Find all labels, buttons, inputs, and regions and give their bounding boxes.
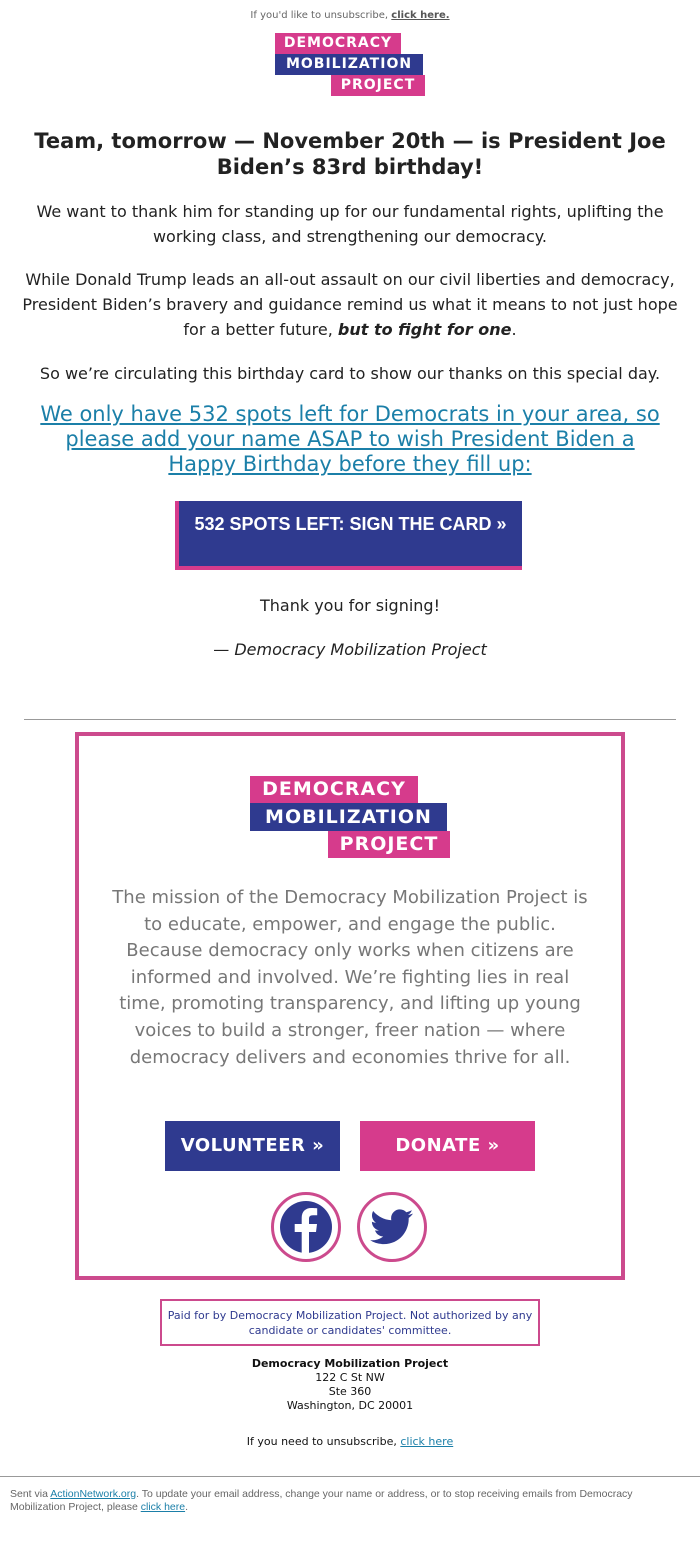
footer-end: . xyxy=(185,1501,189,1513)
paragraph-thanks: We want to thank him for standing up for our fundamental rights, uplifting the working class, and strengthening our democracy. xyxy=(36,202,664,246)
top-unsubscribe-text: If you'd like to unsubscribe, xyxy=(250,10,392,21)
logo-line-democracy: DEMOCRACY xyxy=(250,776,418,803)
headline: Team, tomorrow — November 20th — is President Joe Biden’s 83rd birthday! xyxy=(34,129,666,179)
logo-line-project: PROJECT xyxy=(331,75,425,96)
mission-statement: The mission of the Democracy Mobilization Project is to educate, empower, and engage the public. Because democracy only works when citizens are informed and involved. We’re fighting lies in real time, promoting transparency, and lifting up young voices to build a stronger, freer nation — where democracy delivers and economies thrive for all. xyxy=(112,887,588,1068)
mission-logo xyxy=(250,776,450,858)
paragraph-birthday-card: So we’re circulating this birthday card to show our thanks on this special day. xyxy=(39,364,661,383)
bottom-unsubscribe-text: If you need to unsubscribe, xyxy=(246,1435,401,1448)
logo-line-democracy: DEMOCRACY xyxy=(275,33,401,54)
bottom-unsubscribe-link[interactable]: click here xyxy=(400,1435,454,1448)
address-line: Ste 360 xyxy=(328,1385,372,1398)
paragraph-bravery xyxy=(15,267,685,342)
paid-for-disclaimer: Paid for by Democracy Mobilization Project. Not authorized by any candidate or candidates' committee. xyxy=(160,1299,540,1346)
actionnetwork-link[interactable]: ActionNetwork.org xyxy=(50,1488,137,1500)
thank-you-text: Thank you for signing! xyxy=(259,596,440,615)
footer-sent-via: Sent via xyxy=(10,1488,51,1500)
top-unsubscribe-link[interactable]: click here. xyxy=(391,10,450,21)
address-org: Democracy Mobilization Project xyxy=(251,1357,449,1370)
signoff xyxy=(0,640,700,659)
paragraph-bravery-emphasis: but to fight for one xyxy=(337,320,512,339)
logo-line-mobilization: MOBILIZATION xyxy=(250,803,447,831)
footer-middle-text: . To update your email address, change your name or address, or to stop receiving emails from Democracy Mobilization Project, please xyxy=(10,1488,633,1513)
volunteer-button[interactable]: VOLUNTEER » xyxy=(165,1121,340,1171)
signoff-name: Democracy Mobilization Project xyxy=(234,640,487,659)
paragraph-bravery-text: While Donald Trump leads an all-out assault on our civil liberties and democracy, President Biden’s bravery and guidance remind us what it means to not just hope for a better future, xyxy=(22,270,678,339)
top-unsubscribe-notice xyxy=(0,10,700,21)
signoff-dash: — xyxy=(213,640,235,659)
address-line: 122 C St NW xyxy=(315,1371,385,1384)
footer-divider xyxy=(0,1476,700,1477)
facebook-button[interactable] xyxy=(271,1192,341,1262)
twitter-icon xyxy=(366,1201,418,1253)
donate-button[interactable]: DONATE » xyxy=(360,1121,535,1171)
header-logo xyxy=(275,33,425,96)
bottom-unsubscribe-notice xyxy=(0,1435,700,1448)
twitter-button[interactable] xyxy=(357,1192,427,1262)
address-line: Washington, DC 20001 xyxy=(286,1399,414,1412)
sign-card-button[interactable]: 532 SPOTS LEFT: SIGN THE CARD » xyxy=(175,501,522,570)
sign-card-text-link[interactable]: We only have 532 spots left for Democrats in your area, so please add your name ASAP to wish President Biden a Happy Birthday before they fill up: xyxy=(40,402,660,476)
paragraph-bravery-end: . xyxy=(511,320,517,339)
section-divider xyxy=(24,719,676,720)
footer-notice xyxy=(10,1488,690,1514)
facebook-icon xyxy=(280,1201,332,1253)
mailing-address xyxy=(0,1357,700,1413)
logo-line-mobilization: MOBILIZATION xyxy=(275,54,423,75)
footer-manage-link[interactable]: click here xyxy=(140,1501,186,1513)
logo-line-project: PROJECT xyxy=(328,831,450,858)
